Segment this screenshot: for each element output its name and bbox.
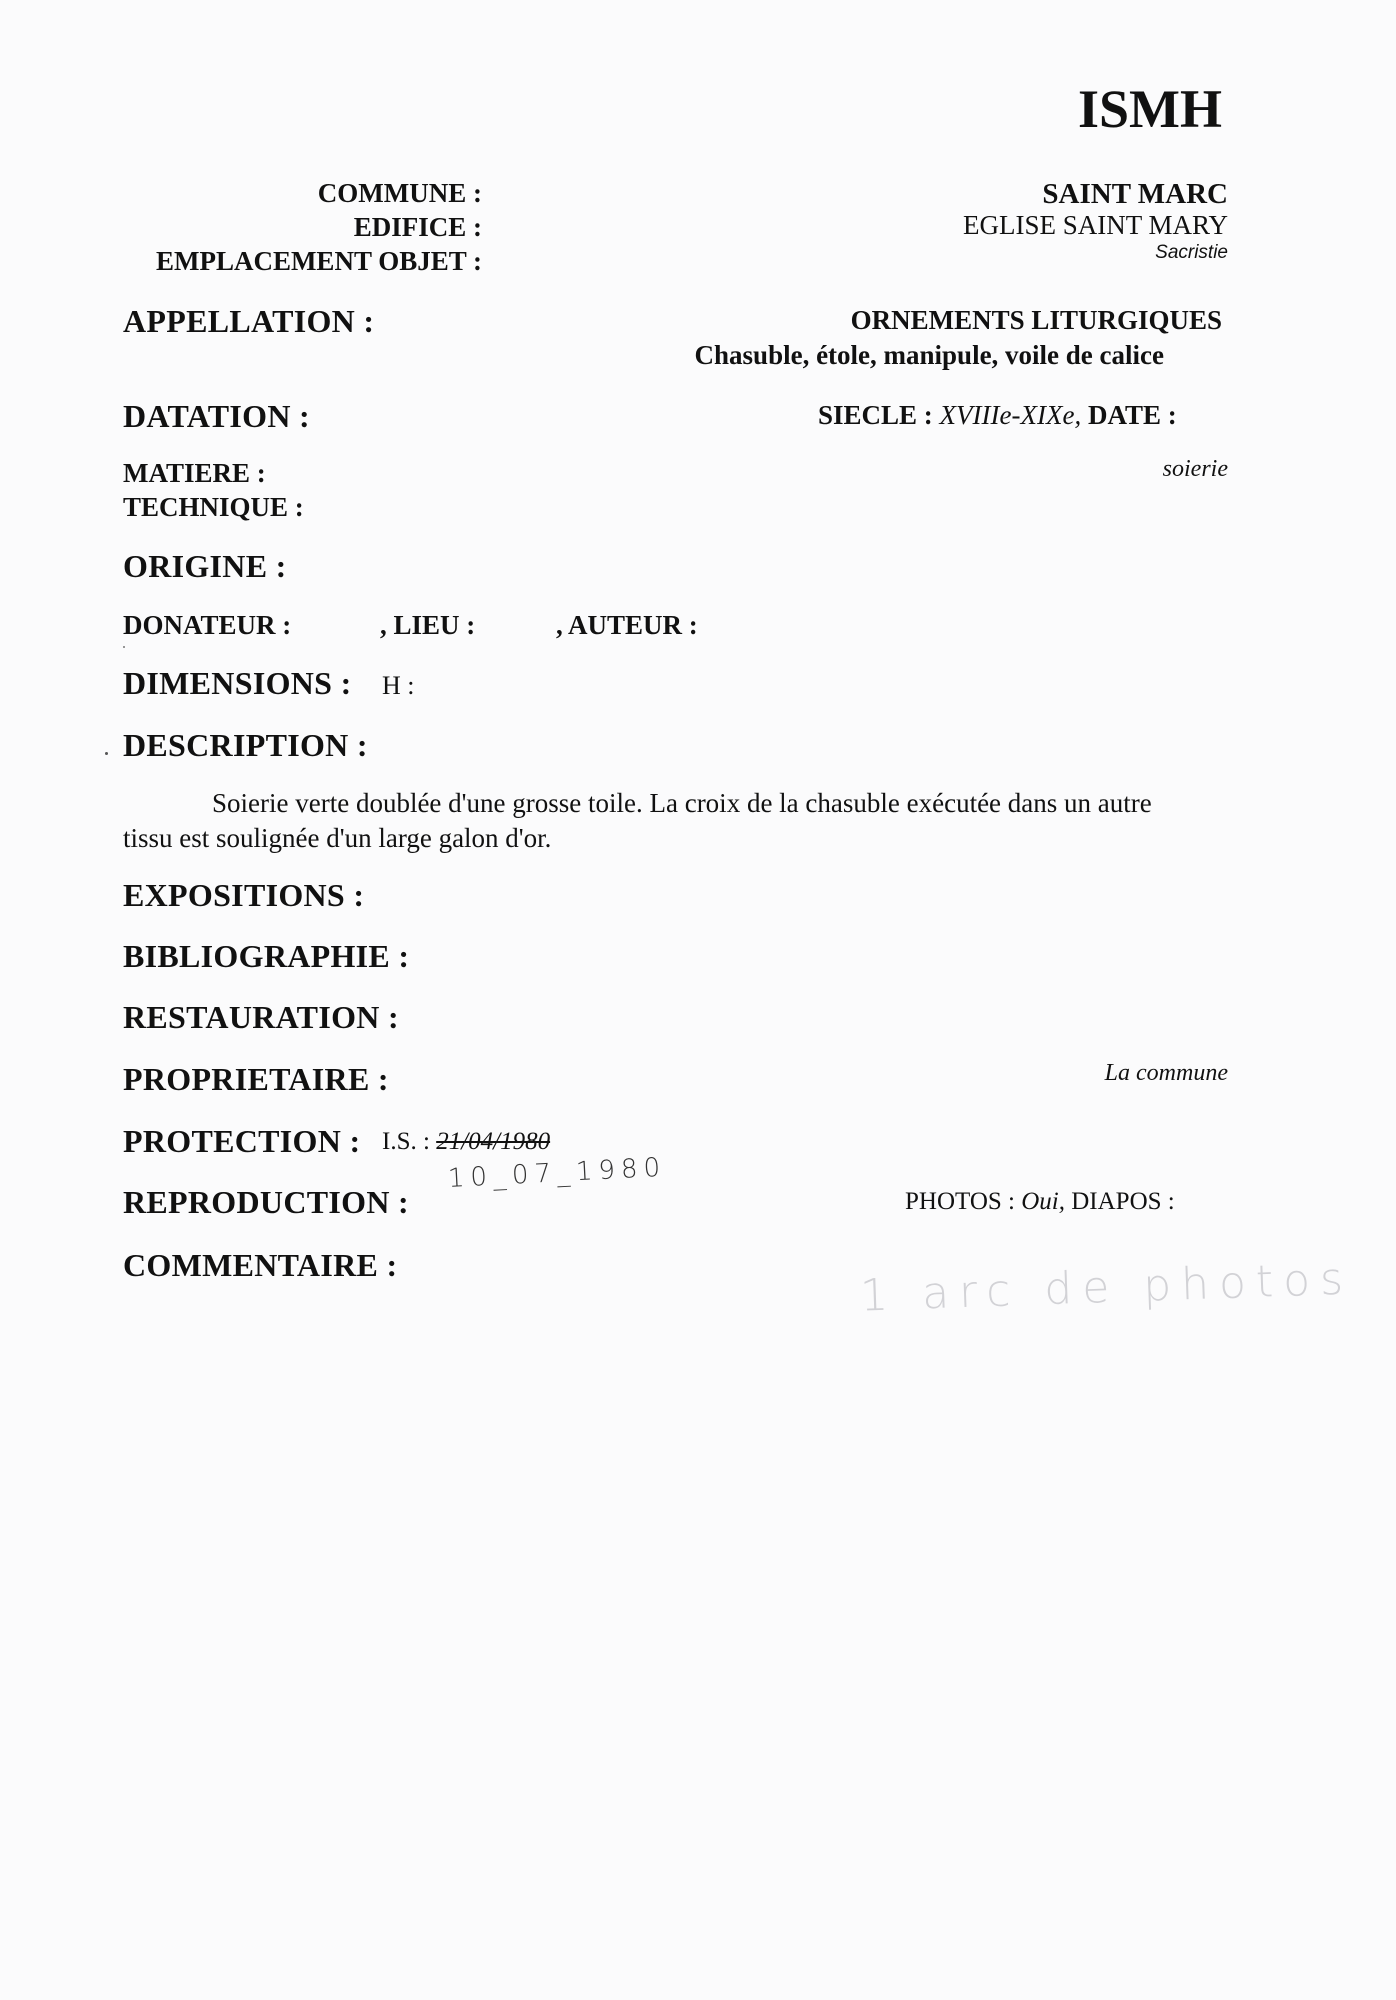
appellation-value-line2: Chasuble, étole, manipule, voile de calice [694, 340, 1164, 370]
reproduction-label: REPRODUCTION : [123, 1184, 409, 1220]
commune-value: SAINT MARC [1042, 178, 1228, 210]
matiere-label: MATIERE : [123, 458, 266, 488]
matiere-value: soierie [1162, 456, 1228, 482]
photos-label: PHOTOS : [905, 1188, 1015, 1215]
scan-speck [105, 752, 108, 755]
protection-label: PROTECTION : [123, 1123, 361, 1159]
restauration-label: RESTAURATION : [123, 999, 399, 1035]
proprietaire-value: La commune [1104, 1060, 1228, 1086]
commentaire-label: COMMENTAIRE : [123, 1247, 398, 1283]
siecle-field [818, 400, 1177, 431]
bibliographie-label: BIBLIOGRAPHIE : [123, 938, 410, 974]
auteur-label: , AUTEUR : [556, 610, 698, 640]
edifice-label: EDIFICE : [353, 212, 482, 242]
protection-struck-date: 21/04/1980 [436, 1128, 551, 1155]
commentaire-handwritten-note: 1 arc de photos [859, 1253, 1354, 1322]
expositions-label: EXPOSITIONS : [123, 877, 365, 913]
appellation-label: APPELLATION : [123, 303, 375, 339]
donateur-label: DONATEUR : [123, 610, 292, 640]
protection-is-field [382, 1128, 550, 1156]
datation-label: DATATION : [123, 398, 310, 434]
description-line1: Soierie verte doublée d'une grosse toile. La croix de la chasuble exécutée dans un autre [212, 788, 1152, 818]
proprietaire-label: PROPRIETAIRE : [123, 1061, 389, 1097]
siecle-value: XVIIIe-XIXe, [939, 400, 1082, 430]
photos-value: Oui, [1021, 1188, 1065, 1215]
lieu-label: , LIEU : [380, 610, 476, 640]
origine-label: ORIGINE : [123, 548, 287, 584]
matiere-label-row [123, 458, 266, 489]
siecle-label: SIECLE : [818, 400, 933, 430]
appellation-value-line1: ORNEMENTS LITURGIQUES [850, 305, 1222, 335]
protection-is-label: I.S. : [382, 1128, 430, 1155]
emplacement-value: Sacristie [1155, 242, 1228, 263]
technique-label: TECHNIQUE : [123, 492, 304, 522]
date-label: DATE : [1087, 400, 1177, 430]
diapos-label: DIAPOS : [1071, 1188, 1175, 1215]
dimensions-h-label: H : [382, 671, 415, 700]
scan-speck [123, 646, 125, 648]
reproduction-media-field [905, 1188, 1175, 1216]
commune-label: COMMUNE : [317, 178, 482, 208]
dimensions-label: DIMENSIONS : [123, 665, 352, 701]
description-line2: tissu est soulignée d'un large galon d'or. [123, 823, 552, 853]
description-label: DESCRIPTION : [123, 727, 368, 763]
edifice-value: EGLISE SAINT MARY [962, 210, 1228, 240]
emplacement-label: EMPLACEMENT OBJET : [155, 246, 482, 276]
protection-handwritten-date: 10_07_1980 [447, 1152, 667, 1194]
record-code: ISMH [1078, 79, 1223, 139]
